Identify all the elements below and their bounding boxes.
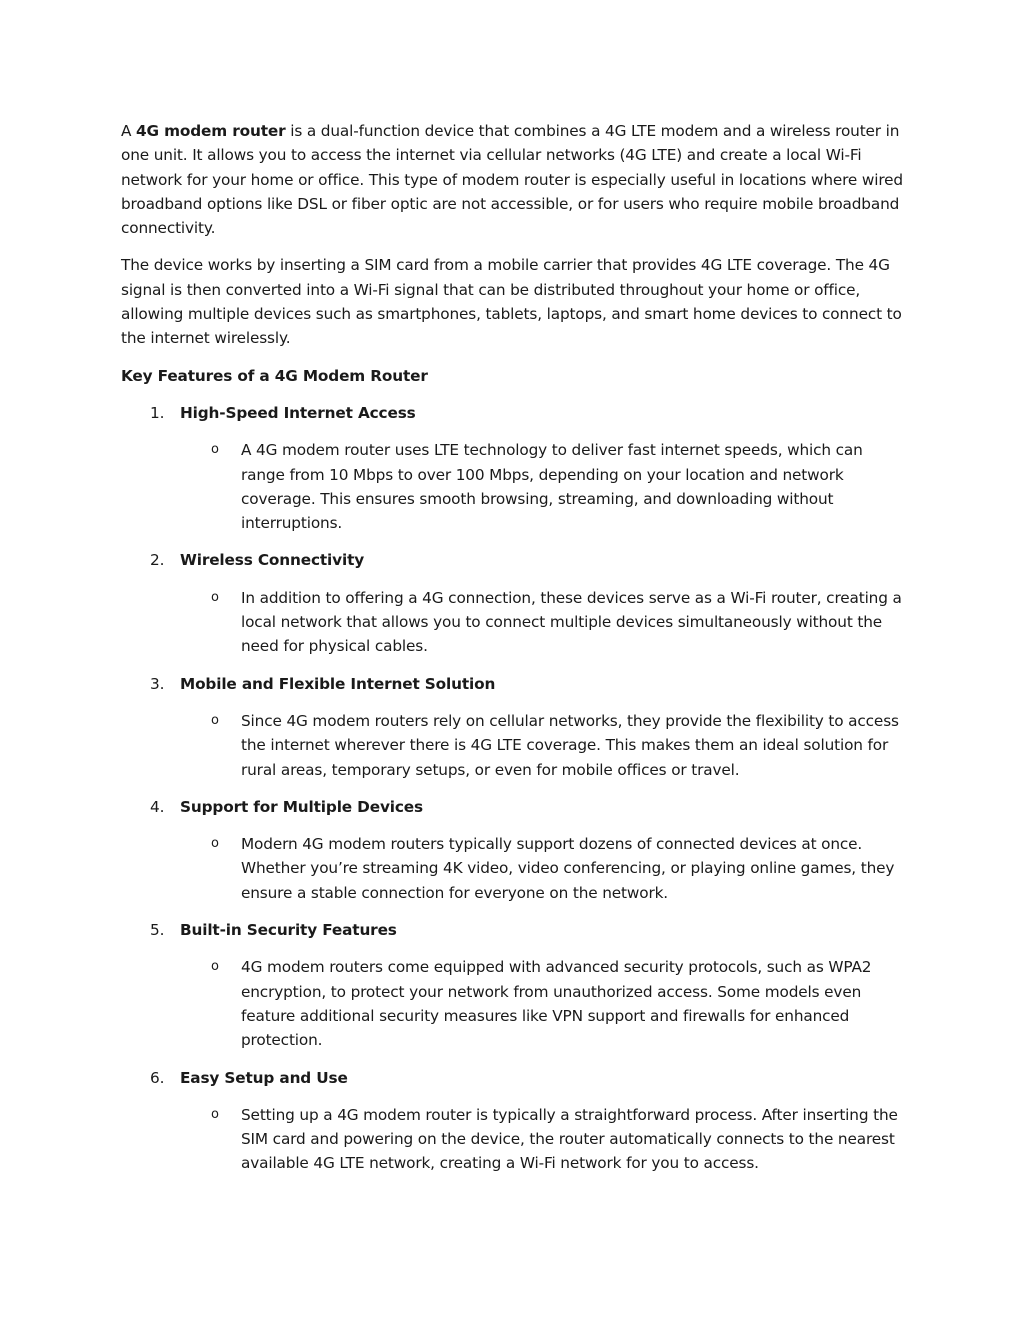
document-page: [121, 119, 911, 1189]
feature-bullet: [121, 709, 911, 782]
bullet-marker: o: [211, 1106, 219, 1122]
bullet-marker: o: [211, 589, 219, 605]
bullet-marker: o: [211, 959, 219, 975]
feature-number: 6.: [150, 1068, 165, 1087]
feature-item: [121, 1066, 911, 1176]
feature-bullet: [121, 832, 911, 905]
feature-bullet: [121, 586, 911, 659]
feature-text: Modern 4G modem routers typically support dozens of connected devices at once. Whether you’re streaming 4K video, video conferencing, or playing online games, they ensure a stable connection for everyone on the network.: [241, 835, 895, 902]
feature-title-row: [121, 1066, 911, 1090]
feature-title-row: [121, 548, 911, 572]
feature-bullet: [121, 955, 911, 1052]
feature-item: [121, 672, 911, 782]
feature-number: 5.: [150, 921, 165, 940]
bullet-marker: o: [211, 836, 219, 852]
feature-title: Mobile and Flexible Internet Solution: [180, 674, 496, 693]
feature-item: [121, 918, 911, 1052]
intro-rest: is a dual-function device that combines a 4G LTE modem and a wireless router in one unit. It allows you to access the internet via cellular networks (4G LTE) and create a local Wi-Fi network for your home or office. This type of modem router is especially useful in locations where wired broadband options like DSL or fiber optic are not accessible, or for users who require mobile broadband connectivity.: [121, 122, 903, 238]
feature-text: Setting up a 4G modem router is typically a straightforward process. After inserting the SIM card and powering on the device, the router automatically connects to the nearest available 4G LTE network, creating a Wi-Fi network for you to access.: [241, 1105, 898, 1173]
feature-title: Wireless Connectivity: [180, 551, 365, 570]
feature-title: Built-in Security Features: [180, 921, 397, 940]
feature-bullet: [121, 438, 911, 535]
intro-prefix: A: [121, 122, 137, 140]
feature-item: [121, 401, 911, 535]
feature-bullet: [121, 1103, 911, 1176]
intro-paragraph-1: [121, 119, 911, 240]
feature-title: High-Speed Internet Access: [180, 403, 416, 422]
feature-number: 1.: [150, 403, 165, 422]
section-heading: Key Features of a 4G Modem Router: [121, 366, 428, 385]
bullet-marker: o: [211, 712, 219, 728]
feature-title-row: [121, 672, 911, 696]
feature-number: 4.: [150, 797, 165, 816]
feature-text: A 4G modem router uses LTE technology to deliver fast internet speeds, which can range from 10 Mbps to over 100 Mbps, depending on your location and network coverage. This ensures smooth browsing, streaming, and downloading without interruptions.: [241, 441, 863, 533]
feature-title: Easy Setup and Use: [180, 1068, 348, 1087]
feature-text: Since 4G modem routers rely on cellular networks, they provide the flexibility to access the internet wherever there is 4G LTE coverage. This makes them an ideal solution for rural areas, temporary setups, or even for mobile offices or travel.: [241, 711, 899, 779]
feature-number: 2.: [150, 551, 165, 570]
feature-text: In addition to offering a 4G connection, these devices serve as a Wi-Fi router, creating a local network that allows you to connect multiple devices simultaneously without the need for physical cables.: [241, 588, 902, 656]
feature-title-row: [121, 795, 911, 819]
feature-title-row: [121, 401, 911, 425]
feature-item: [121, 795, 911, 905]
feature-item: [121, 548, 911, 658]
feature-list: [121, 401, 911, 1176]
intro-bold-term: 4G modem router: [136, 122, 286, 140]
feature-title-row: [121, 918, 911, 942]
feature-text: 4G modem routers come equipped with advanced security protocols, such as WPA2 encryption, to protect your network from unauthorized access. Some models even feature additional security measures like VPN support and firewalls for enhanced protection.: [241, 958, 872, 1050]
feature-title: Support for Multiple Devices: [180, 797, 423, 816]
bullet-marker: o: [211, 442, 219, 458]
intro-paragraph-2: The device works by inserting a SIM card from a mobile carrier that provides 4G LTE coverage. The 4G signal is then converted into a Wi-Fi signal that can be distributed throughout your home or office, allowing multiple devices such as smartphones, tablets, laptops, and smart home devices to connect to the internet wirelessly.: [121, 256, 902, 348]
feature-number: 3.: [150, 674, 165, 693]
